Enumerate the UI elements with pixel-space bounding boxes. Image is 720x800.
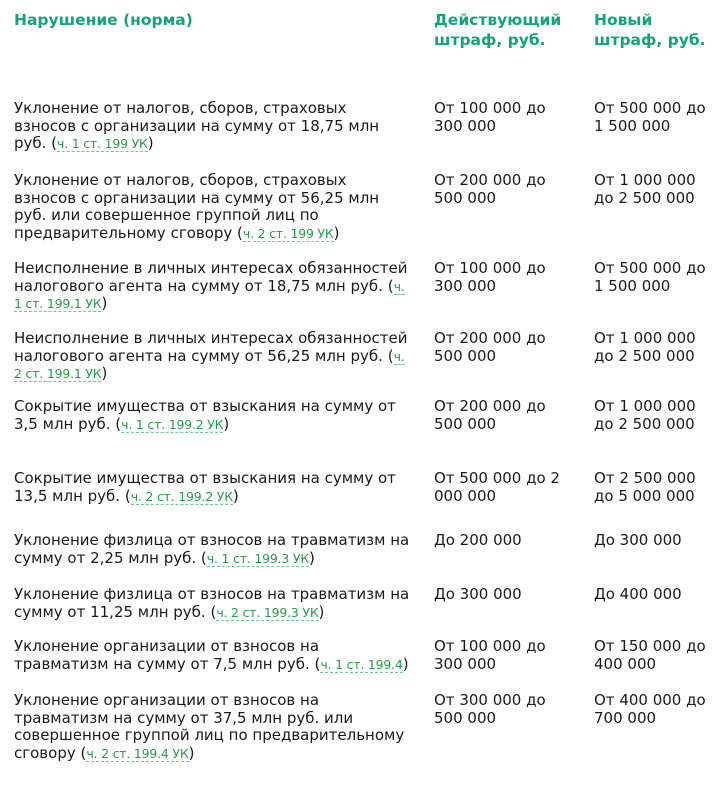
closing-paren: ) — [232, 486, 239, 505]
violation-cell — [0, 470, 420, 532]
closing-paren: ) — [402, 654, 409, 673]
current-fine-cell: От 100 000 до 300 000 — [434, 99, 546, 135]
violation-text: Сокрытие имущества от взыскания на сумму от 13,5 млн руб. ( — [14, 469, 396, 505]
current-fine-cell: До 300 000 — [434, 585, 522, 603]
current-fine-cell: До 200 000 — [434, 531, 522, 549]
current-fine-cell: От 500 000 до 2 000 000 — [434, 469, 560, 505]
law-reference-link[interactable]: ч. 1 ст. 199.3 УК — [206, 550, 309, 566]
violation-cell — [0, 638, 420, 692]
law-reference-link[interactable]: ч. 2 ст. 199.2 УК — [130, 488, 233, 504]
current-fine-cell: От 200 000 до 500 000 — [434, 329, 546, 365]
table-row — [0, 470, 720, 532]
new-fine-cell: От 2 500 000 до 5 000 000 — [594, 469, 696, 505]
violation-cell — [0, 692, 420, 772]
violation-text: Уклонение от налогов, сборов, страховых взносов с организации на сумму от 56,25 млн руб. или совершенное группой лиц по предварительному сговору ( — [14, 171, 380, 242]
table-row — [0, 172, 720, 260]
closing-paren: ) — [188, 743, 195, 762]
table-row — [0, 586, 720, 638]
current-fine-cell: От 100 000 до 300 000 — [434, 259, 546, 295]
new-fine-cell: От 1 000 000 до 2 500 000 — [594, 171, 696, 207]
current-fine-cell: От 100 000 до 300 000 — [434, 637, 546, 673]
new-fine-cell: От 150 000 до 400 000 — [594, 637, 706, 673]
table-row — [0, 638, 720, 692]
new-fine-cell: До 400 000 — [594, 585, 682, 603]
current-fine-cell: От 200 000 до 500 000 — [434, 171, 546, 207]
violation-cell — [0, 586, 420, 638]
violation-text: Уклонение организации от взносов на травматизм на сумму от 7,5 млн руб. ( — [14, 637, 321, 673]
header-violation: Нарушение (норма) — [14, 11, 193, 29]
violation-cell — [0, 260, 420, 330]
law-reference-link[interactable]: ч. 1 ст. 199 УК — [57, 136, 148, 152]
law-reference-link[interactable]: ч. 1 ст. 199.1 УК — [14, 278, 405, 312]
new-fine-cell: От 400 000 до 700 000 — [594, 691, 706, 727]
table-row — [0, 330, 720, 398]
law-reference-link[interactable]: ч. 2 ст. 199.3 УК — [216, 604, 319, 620]
table-row — [0, 260, 720, 330]
closing-paren: ) — [318, 602, 325, 621]
closing-paren: ) — [101, 294, 108, 313]
new-fine-cell: От 500 000 до 1 500 000 — [594, 99, 706, 135]
violation-cell — [0, 532, 420, 586]
violation-text: Сокрытие имущества от взыскания на сумму от 3,5 млн руб. ( — [14, 397, 396, 433]
closing-paren: ) — [223, 414, 230, 433]
new-fine-cell: От 1 000 000 до 2 500 000 — [594, 397, 696, 433]
violation-text: Уклонение физлица от взносов на травматизм на сумму от 11,25 млн руб. ( — [14, 585, 410, 621]
closing-paren: ) — [147, 134, 154, 153]
closing-paren: ) — [309, 548, 315, 567]
current-fine-cell: От 200 000 до 500 000 — [434, 397, 546, 433]
table-header — [0, 0, 720, 92]
law-reference-link[interactable]: ч. 1 ст. 199.4 — [320, 656, 403, 672]
law-reference-link[interactable]: ч. 2 ст. 199.4 УК — [86, 745, 189, 761]
violation-cell — [0, 100, 420, 172]
current-fine-cell: От 300 000 до 500 000 — [434, 691, 546, 727]
violation-text: Неисполнение в личных интересах обязанностей налогового агента на сумму от 56,25 млн руб. ( — [14, 329, 408, 365]
table-row — [0, 100, 720, 172]
violation-cell — [0, 172, 420, 260]
violation-text: Уклонение от налогов, сборов, страховых взносов с организации на сумму от 18,75 млн руб. ( — [14, 99, 380, 153]
new-fine-cell: До 300 000 — [594, 531, 682, 549]
law-reference-link[interactable]: ч. 1 ст. 199.2 УК — [121, 416, 224, 432]
law-reference-link[interactable]: ч. 2 ст. 199.1 УК — [14, 348, 405, 382]
table-row — [0, 532, 720, 586]
header-current-fine: Действующий штраф, руб. — [434, 11, 562, 49]
new-fine-cell: От 500 000 до 1 500 000 — [594, 259, 706, 295]
header-new-fine: Новый штраф, руб. — [594, 11, 706, 49]
table-row — [0, 692, 720, 772]
violation-text: Неисполнение в личных интересах обязанностей налогового агента на сумму от 18,75 млн руб. ( — [14, 259, 408, 295]
violation-cell — [0, 330, 420, 398]
closing-paren: ) — [101, 364, 108, 383]
violation-text: Уклонение физлица от взносов на травматизм на сумму от 2,25 млн руб. ( — [14, 531, 410, 567]
table-row — [0, 398, 720, 470]
violation-cell — [0, 398, 420, 470]
closing-paren: ) — [333, 223, 340, 242]
violation-text: Уклонение организации от взносов на травматизм на сумму от 37,5 млн руб. или совершенное группой лиц по предварительному сговору ( — [14, 691, 405, 762]
new-fine-cell: От 1 000 000 до 2 500 000 — [594, 329, 696, 365]
law-reference-link[interactable]: ч. 2 ст. 199 УК — [242, 225, 334, 241]
